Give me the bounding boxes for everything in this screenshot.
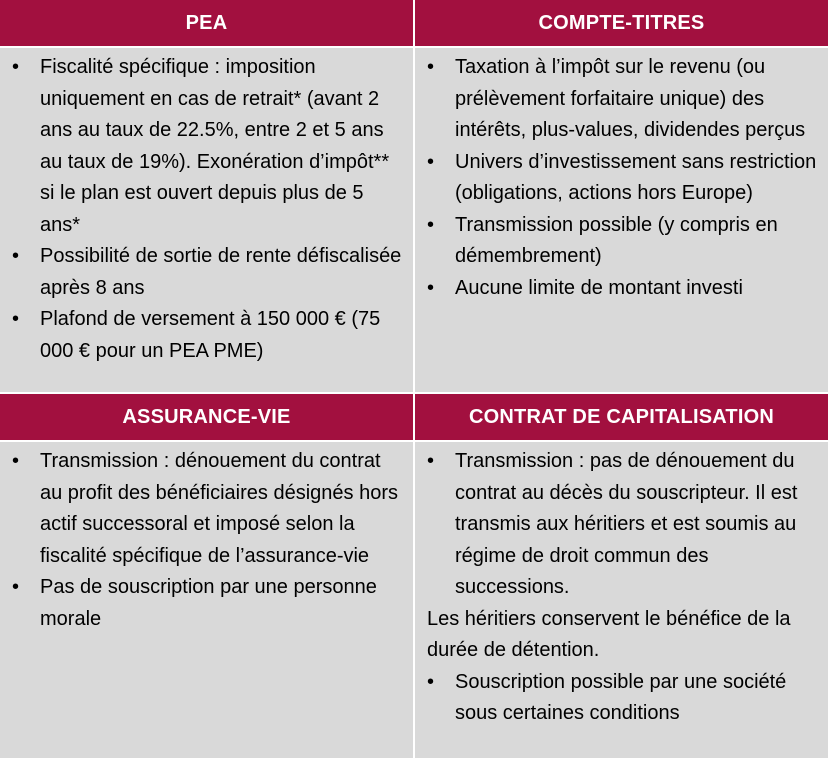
pea-list xyxy=(12,52,405,367)
list-item: • Fiscalité spécifique : imposition uniquement en cas de retrait* (avant 2 ans au taux de 22.5%, entre 2 et 5 ans au taux de 19%). Exonération d’impôt** si le plan est ouvert depuis plus de 5 ans* xyxy=(12,52,405,241)
contrat-capitalisation-note: Les héritiers conservent le bénéfice de la durée de détention. xyxy=(427,607,791,661)
cell-pea xyxy=(0,48,413,392)
assurance-vie-list xyxy=(12,446,405,635)
contrat-capitalisation-list-2 xyxy=(427,667,820,730)
list-item: • Transmission : dénouement du contrat au profit des bénéficiaires désignés hors actif successoral et imposé selon la fiscalité spécifique de l’assurance-vie xyxy=(12,446,405,572)
compte-titres-list xyxy=(427,52,820,304)
header-compte-titres: COMPTE-TITRES xyxy=(415,0,828,46)
list-item: • Souscription possible par une société sous certaines conditions xyxy=(427,667,820,730)
list-item: • Plafond de versement à 150 000 € (75 000 € pour un PEA PME) xyxy=(12,304,405,367)
list-item: • Taxation à l’impôt sur le revenu (ou prélèvement forfaitaire unique) des intérêts, plus-values, dividendes perçus xyxy=(427,52,820,147)
cell-compte-titres xyxy=(415,48,828,392)
cell-contrat-capitalisation xyxy=(415,442,828,758)
list-item: • Pas de souscription par une personne morale xyxy=(12,572,405,635)
contrat-capitalisation-list-1 xyxy=(427,446,820,604)
cell-assurance-vie xyxy=(0,442,413,758)
list-item: • Possibilité de sortie de rente défiscalisée après 8 ans xyxy=(12,241,405,304)
list-item: • Transmission possible (y compris en démembrement) xyxy=(427,210,820,273)
header-assurance-vie: ASSURANCE-VIE xyxy=(0,394,413,440)
header-contrat-capitalisation: CONTRAT DE CAPITALISATION xyxy=(415,394,828,440)
list-item: • Transmission : pas de dénouement du contrat au décès du souscripteur. Il est transmis aux héritiers et est soumis au régime de droit commun des successions. xyxy=(427,446,820,604)
list-item: • Aucune limite de montant investi xyxy=(427,273,820,305)
header-pea: PEA xyxy=(0,0,413,46)
list-item: • Univers d’investissement sans restriction (obligations, actions hors Europe) xyxy=(427,147,820,210)
